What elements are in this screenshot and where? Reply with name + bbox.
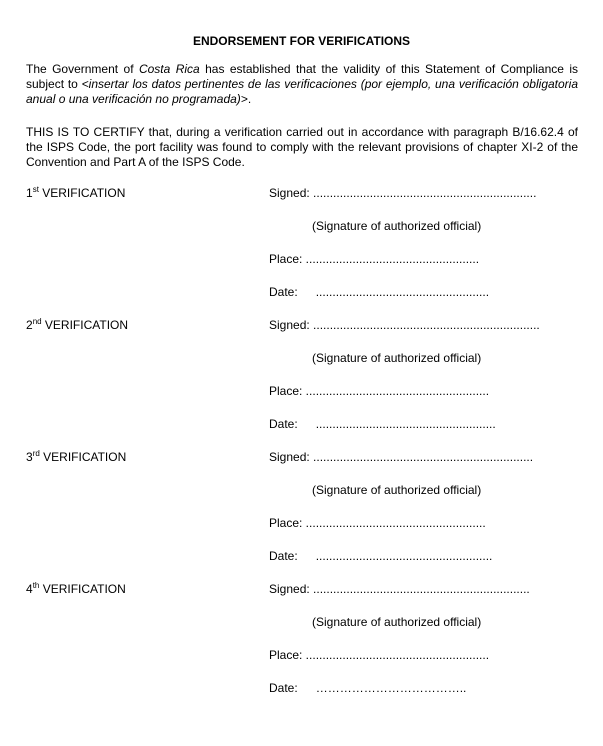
verification-2-place-field[interactable]: Place: ....................................................... bbox=[269, 384, 490, 398]
date-label: Date: bbox=[269, 681, 298, 695]
verification-2-signature-caption: (Signature of authorized official) bbox=[312, 351, 482, 365]
verification-number: 2 bbox=[26, 318, 33, 332]
date-dots: .................................................... bbox=[315, 285, 490, 299]
verification-placeholder: <insertar los datos pertinentes de las verificaciones (por ejemplo, una verificación obligatoria anual o una verificación no programada)> bbox=[26, 77, 579, 106]
verification-number: 1 bbox=[26, 186, 33, 200]
ordinal-suffix: nd bbox=[32, 317, 42, 326]
date-label: Date: bbox=[269, 285, 298, 299]
verification-4-label bbox=[26, 582, 126, 596]
para1-text-end: . bbox=[247, 92, 252, 106]
verification-3-signature-caption: (Signature of authorized official) bbox=[312, 483, 482, 497]
date-dots: ……………………………….. bbox=[315, 681, 467, 695]
verification-2-date-field[interactable] bbox=[269, 417, 496, 431]
verification-number: 4 bbox=[26, 582, 33, 596]
date-label: Date: bbox=[269, 549, 298, 563]
verification-4-date-field[interactable] bbox=[269, 681, 466, 695]
validity-paragraph bbox=[26, 62, 578, 107]
ordinal-suffix: rd bbox=[32, 449, 40, 458]
verification-1-signature-caption: (Signature of authorized official) bbox=[312, 219, 482, 233]
date-label: Date: bbox=[269, 417, 298, 431]
verification-1-label bbox=[26, 186, 125, 200]
date-dots: ...................................................... bbox=[315, 417, 496, 431]
verification-2-label bbox=[26, 318, 128, 332]
verification-3-date-field[interactable] bbox=[269, 549, 492, 563]
verification-4-signed-field[interactable]: Signed: ................................................................. bbox=[269, 582, 530, 596]
ordinal-suffix: th bbox=[32, 581, 40, 590]
verification-1-signed-field[interactable]: Signed: ................................................................... bbox=[269, 186, 537, 200]
verification-4-place-field[interactable]: Place: ....................................................... bbox=[269, 648, 490, 662]
verification-text: VERIFICATION bbox=[39, 450, 127, 464]
verification-3-place-field[interactable]: Place: ...................................................... bbox=[269, 516, 486, 530]
verification-2-signed-field[interactable]: Signed: .................................................................... bbox=[269, 318, 540, 332]
verification-text: VERIFICATION bbox=[38, 186, 126, 200]
verification-text: VERIFICATION bbox=[39, 582, 126, 596]
verification-4-signature-caption: (Signature of authorized official) bbox=[312, 615, 482, 629]
verification-3-label bbox=[26, 450, 126, 464]
verification-number: 3 bbox=[26, 450, 33, 464]
date-dots: ..................................................... bbox=[315, 549, 493, 563]
verification-1-place-field[interactable]: Place: .................................................... bbox=[269, 252, 480, 266]
country-name: Costa Rica bbox=[138, 62, 200, 76]
document-title: ENDORSEMENT FOR VERIFICATIONS bbox=[192, 34, 411, 48]
verification-text: VERIFICATION bbox=[41, 318, 129, 332]
para1-text-middle: has established that the validity of this Statement of Compliance is subject to bbox=[26, 62, 579, 91]
verification-3-signed-field[interactable]: Signed: .................................................................. bbox=[269, 450, 534, 464]
certification-paragraph: THIS IS TO CERTIFY that, during a verification carried out in accordance with paragraph B/16.62.4 of the ISPS Code, the port facility was found to comply with the relevant provisions of chapter XI-2 of the Convention and Part A of the ISPS Code. bbox=[26, 125, 578, 169]
ordinal-suffix: st bbox=[32, 185, 39, 194]
para1-text-start: The Government of bbox=[26, 62, 139, 76]
verification-1-date-field[interactable] bbox=[269, 285, 489, 299]
